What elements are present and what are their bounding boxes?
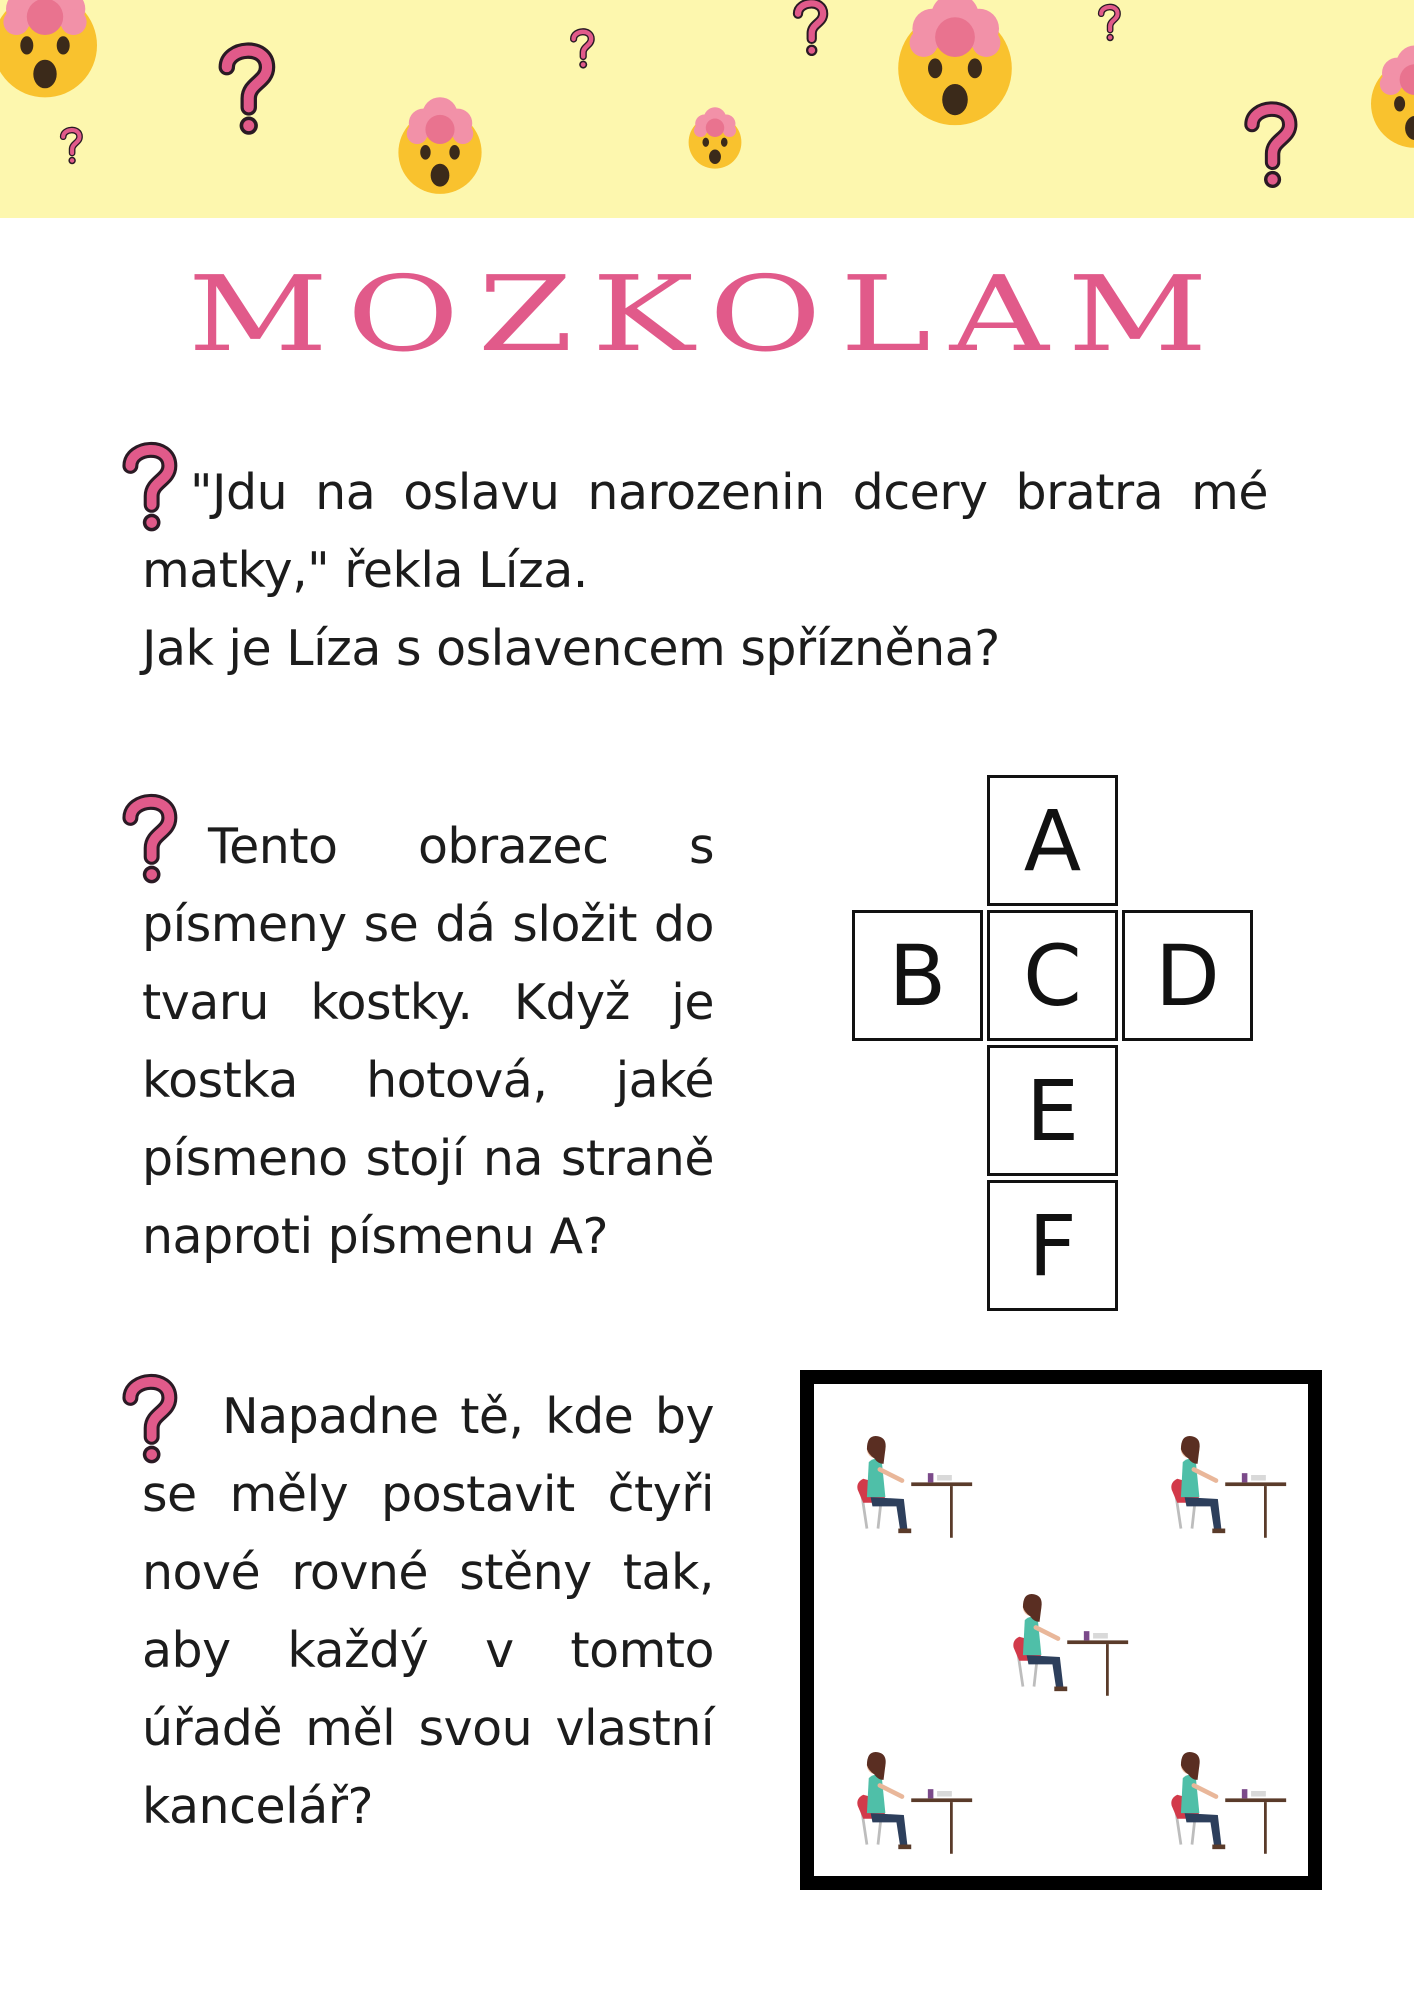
question-mark-icon bbox=[1240, 96, 1300, 196]
cube-face-a: A bbox=[987, 775, 1118, 906]
cube-face-c: C bbox=[987, 910, 1118, 1041]
puzzle-1-quote: "Jdu na oslavu narozenin dcery bratra mé matky," řekla Líza. bbox=[142, 464, 1268, 599]
question-mark-icon bbox=[214, 38, 278, 142]
header-banner bbox=[0, 0, 1414, 218]
question-mark-icon bbox=[1096, 2, 1122, 44]
office-worker bbox=[854, 1422, 974, 1552]
office-worker bbox=[1168, 1738, 1288, 1868]
office-floor-plan bbox=[800, 1370, 1322, 1890]
cube-face-f: F bbox=[987, 1180, 1118, 1311]
question-mark-icon bbox=[58, 124, 84, 168]
cube-face-e: E bbox=[987, 1045, 1118, 1176]
page-title: MOZKOLAM bbox=[187, 253, 1227, 375]
exploding-head-icon bbox=[0, 0, 110, 100]
cube-face-b: B bbox=[852, 910, 983, 1041]
exploding-head-icon bbox=[884, 0, 1026, 128]
cube-face-d: D bbox=[1122, 910, 1253, 1041]
puzzle-3-text: Napadne tě, kde by se měly postavit čtyři nové rovné stěny tak, aby každý v tomto úřadě měl svou vlastní kancelář? bbox=[142, 1388, 714, 1835]
question-mark-icon bbox=[568, 26, 596, 72]
question-mark-icon bbox=[790, 0, 830, 60]
exploding-head-icon bbox=[388, 92, 492, 196]
exploding-head-icon bbox=[1360, 40, 1414, 150]
puzzle-1-question: Jak je Líza s oslavencem spřízněna? bbox=[142, 620, 1000, 677]
puzzle-1-text bbox=[142, 454, 1268, 688]
cube-net bbox=[852, 775, 1257, 1315]
office-worker bbox=[1010, 1580, 1130, 1710]
office-worker bbox=[1168, 1422, 1288, 1552]
office-worker bbox=[854, 1738, 974, 1868]
exploding-head-icon bbox=[682, 104, 748, 170]
puzzle-2-text: Tento obrazec s písmeny se dá složit do tvaru kostky. Když je kostka hotová, jaké písmeno stojí na straně naproti písmenu A? bbox=[142, 818, 714, 1265]
